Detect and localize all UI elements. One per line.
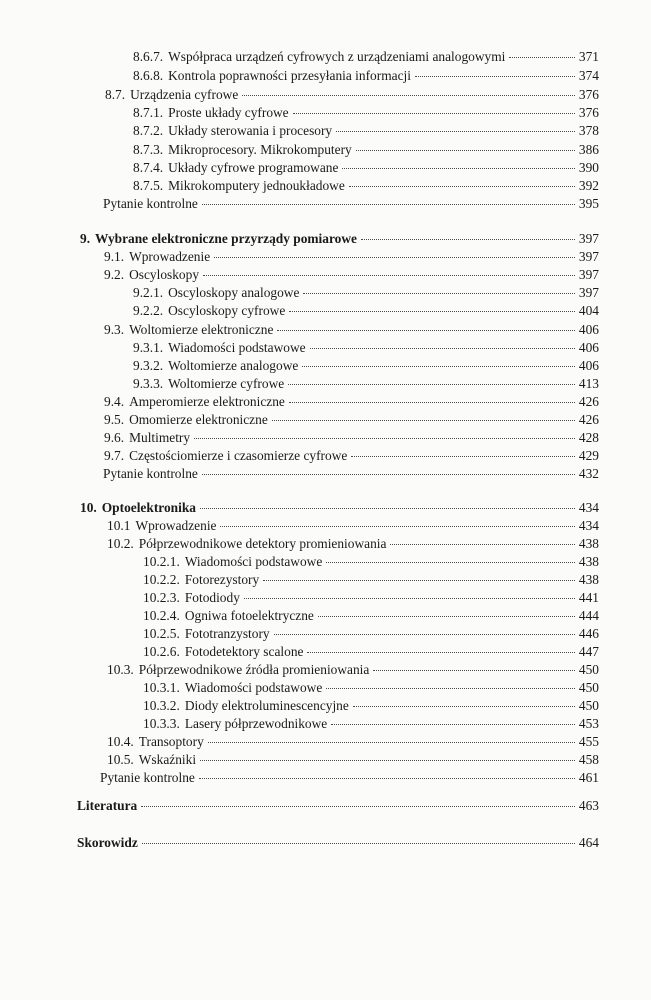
toc-title: Pytanie kontrolne [103, 196, 198, 211]
toc-number: 9.1. [104, 249, 125, 264]
toc-page: 450 [578, 662, 599, 677]
toc-entry-9-2-2 [133, 302, 599, 320]
dot-leader [293, 113, 575, 114]
toc-number: 10.4. [107, 734, 134, 749]
toc-entry-10-3-1 [143, 679, 599, 697]
toc-title: Wiadomości podstawowe [184, 680, 323, 695]
toc-entry-10-4 [107, 733, 599, 751]
toc-title: Wybrane elektroniczne przyrządy pomiarowe [95, 231, 357, 246]
toc-entry-8-6-7 [133, 48, 599, 66]
toc-number: 10. [80, 500, 97, 515]
toc-page: 438 [578, 536, 599, 551]
toc-number: 9.3. [104, 322, 125, 337]
toc-entry-10-2-6 [143, 643, 599, 661]
dot-leader [203, 275, 575, 276]
toc-page: 392 [578, 178, 599, 193]
toc-number: 10.2. [107, 536, 134, 551]
toc-title: Skorowidz [77, 835, 138, 850]
toc-page: 378 [578, 123, 599, 138]
toc-chapter-10 [80, 499, 599, 517]
toc-number: 8.6.7. [133, 49, 164, 64]
toc-entry-10-2-1 [143, 553, 599, 571]
toc-page: 463 [578, 798, 599, 813]
toc-number: 10.3.3. [143, 716, 180, 731]
toc-entry-10-2-5 [143, 625, 599, 643]
dot-leader [141, 806, 575, 807]
toc-number: 8.7.5. [133, 178, 164, 193]
dot-leader [263, 580, 575, 581]
toc-number: 9.2.2. [133, 303, 164, 318]
toc-page: 455 [578, 734, 599, 749]
toc-title: Wiadomości podstawowe [168, 340, 306, 355]
toc-entry-8-7-4 [133, 159, 599, 177]
toc-page: 453 [578, 716, 599, 731]
toc-page: 438 [578, 554, 599, 569]
toc-title: Fotodetektory scalone [184, 644, 304, 659]
dot-leader [202, 204, 575, 205]
toc-number: 8.7.2. [133, 123, 164, 138]
dot-leader [194, 438, 575, 439]
toc-title: Układy cyfrowe programowane [168, 160, 339, 175]
toc-page: 406 [578, 340, 599, 355]
toc-number: 9.2.1. [133, 285, 164, 300]
toc-title: Fototranzystory [184, 626, 270, 641]
toc-entry-10-3 [107, 661, 599, 679]
dot-leader [390, 544, 574, 545]
dot-leader [349, 186, 575, 187]
dot-leader [272, 420, 575, 421]
toc-entry-skorowidz [77, 834, 599, 852]
toc-title: Współpraca urządzeń cyfrowych z urządzeniami analogowymi [168, 49, 506, 64]
toc-number: 10.2.1. [143, 554, 180, 569]
toc-page: 406 [578, 358, 599, 373]
toc-title: Mikrokomputery jednoukładowe [168, 178, 345, 193]
toc-title: Pytanie kontrolne [100, 770, 195, 785]
dot-leader [242, 95, 575, 96]
toc-title: Multimetry [129, 430, 191, 445]
toc-page: 406 [578, 322, 599, 337]
toc-number: 8.7. [105, 87, 126, 102]
toc-number: 9.5. [104, 412, 125, 427]
toc-number: 10.3.2. [143, 698, 180, 713]
toc-page: 446 [578, 626, 599, 641]
toc-number: 9.7. [104, 448, 125, 463]
toc-page: 428 [578, 430, 599, 445]
toc-number: 8.6.8. [133, 68, 164, 83]
toc-title: Pytanie kontrolne [103, 466, 198, 481]
toc-page: 390 [578, 160, 599, 175]
toc-entry-8-7 [105, 86, 599, 104]
toc-entry-10-3-2 [143, 697, 599, 715]
dot-leader [274, 634, 575, 635]
dot-leader [289, 311, 575, 312]
toc-entry-9-4 [104, 393, 599, 411]
toc-number: 8.7.1. [133, 105, 164, 120]
toc-title: Ogniwa fotoelektryczne [184, 608, 314, 623]
toc-page: 426 [578, 412, 599, 427]
toc-title: Oscyloskopy [129, 267, 200, 282]
toc-number: 9.3.2. [133, 358, 164, 373]
dot-leader [326, 562, 575, 563]
toc-page: 444 [578, 608, 599, 623]
dot-leader [307, 652, 574, 653]
toc-number: 10.5. [107, 752, 134, 767]
dot-leader [200, 508, 575, 509]
toc-number: 9.4. [104, 394, 125, 409]
dot-leader [331, 724, 575, 725]
toc-number: 9. [80, 231, 91, 246]
toc-number: 10.2.3. [143, 590, 180, 605]
dot-leader [142, 843, 575, 844]
toc-title: Półprzewodnikowe detektory promieniowania [138, 536, 387, 551]
toc-entry-8-7-2 [133, 122, 599, 140]
toc-page: 434 [578, 500, 599, 515]
toc-entry-9-6 [104, 429, 599, 447]
toc-title: Półprzewodnikowe źródła promieniowania [138, 662, 370, 677]
toc-entry-literatura [77, 797, 599, 815]
toc-page: 426 [578, 394, 599, 409]
toc-page: 386 [578, 142, 599, 157]
toc-title: Literatura [77, 798, 138, 813]
toc-title: Transoptory [138, 734, 204, 749]
toc-entry-8-7-3 [133, 141, 599, 159]
toc-page: 397 [578, 249, 599, 264]
toc-page: 397 [578, 231, 599, 246]
toc-page: 397 [578, 267, 599, 282]
toc-title: Mikroprocesory. Mikrokomputery [168, 142, 352, 157]
toc-title: Lasery półprzewodnikowe [184, 716, 328, 731]
toc-title: Fotodiody [184, 590, 240, 605]
dot-leader [220, 526, 574, 527]
dot-leader [415, 76, 575, 77]
toc-page: 432 [578, 466, 599, 481]
toc-entry-10-2-2 [143, 571, 599, 589]
toc-title: Woltomierze cyfrowe [168, 376, 285, 391]
toc-entry-9-3 [104, 321, 599, 339]
dot-leader [289, 402, 575, 403]
toc-number: 10.2.6. [143, 644, 180, 659]
toc-title: Amperomierze elektroniczne [129, 394, 285, 409]
toc-title: Proste układy cyfrowe [168, 105, 289, 120]
dot-leader [318, 616, 575, 617]
dot-leader [353, 706, 575, 707]
dot-leader [288, 384, 575, 385]
toc-entry-9-5 [104, 411, 599, 429]
toc-title: Omomierze elektroniczne [129, 412, 268, 427]
toc-title: Urządzenia cyfrowe [130, 87, 239, 102]
toc-entry-8-6-8 [133, 67, 599, 85]
dot-leader [202, 474, 575, 475]
toc-number: 10.3. [107, 662, 134, 677]
toc-number: 9.3.3. [133, 376, 164, 391]
toc-title: Wprowadzenie [129, 249, 211, 264]
toc-entry-8-7-1 [133, 104, 599, 122]
dot-leader [336, 131, 575, 132]
dot-leader [303, 293, 574, 294]
dot-leader [302, 366, 575, 367]
toc-title: Oscyloskopy cyfrowe [168, 303, 286, 318]
dot-leader [214, 257, 575, 258]
toc-entry-10-3-3 [143, 715, 599, 733]
toc-page: 376 [578, 87, 599, 102]
dot-leader [373, 670, 575, 671]
toc-page: 461 [578, 770, 599, 785]
toc-page: 458 [578, 752, 599, 767]
toc-number: 10.2.4. [143, 608, 180, 623]
toc-page: 450 [578, 680, 599, 695]
toc-page: 397 [578, 285, 599, 300]
toc-entry-9-2 [104, 266, 599, 284]
dot-leader [244, 598, 575, 599]
dot-leader [326, 688, 575, 689]
toc-entry-10-2-3 [143, 589, 599, 607]
toc-entry-10-2-4 [143, 607, 599, 625]
toc-number: 9.2. [104, 267, 125, 282]
toc-title: Wiadomości podstawowe [184, 554, 323, 569]
dot-leader [200, 760, 575, 761]
toc-number: 9.6. [104, 430, 125, 445]
toc-title: Diody elektroluminescencyjne [184, 698, 349, 713]
toc-entry-questions-10 [100, 769, 599, 787]
toc-chapter-9 [80, 230, 599, 248]
toc-entry-10-1 [107, 517, 599, 535]
toc-number: 8.7.3. [133, 142, 164, 157]
toc-entry-9-1 [104, 248, 599, 266]
toc-title: Kontrola poprawności przesyłania informacji [168, 68, 411, 83]
toc-page: 438 [578, 572, 599, 587]
toc-number: 10.1 [107, 518, 131, 533]
toc-number: 10.3.1. [143, 680, 180, 695]
dot-leader [351, 456, 575, 457]
toc-number: 9.3.1. [133, 340, 164, 355]
toc-entry-9-2-1 [133, 284, 599, 302]
toc-page: 441 [578, 590, 599, 605]
toc-page: 429 [578, 448, 599, 463]
toc-title: Woltomierze elektroniczne [129, 322, 274, 337]
dot-leader [310, 348, 575, 349]
toc-entry-9-7 [104, 447, 599, 465]
toc-page: 450 [578, 698, 599, 713]
dot-leader [342, 168, 574, 169]
dot-leader [277, 330, 575, 331]
toc-page: 413 [578, 376, 599, 391]
toc-page: 376 [578, 105, 599, 120]
toc-title: Wskaźniki [138, 752, 197, 767]
dot-leader [208, 742, 575, 743]
toc-title: Fotorezystory [184, 572, 260, 587]
toc-number: 10.2.5. [143, 626, 180, 641]
toc-title: Wprowadzenie [135, 518, 217, 533]
toc-entry-10-2 [107, 535, 599, 553]
toc-entry-9-3-3 [133, 375, 599, 393]
toc-entry-8-7-5 [133, 177, 599, 195]
toc-entry-questions-8 [103, 195, 599, 213]
toc-title: Woltomierze analogowe [168, 358, 299, 373]
toc-entry-9-3-1 [133, 339, 599, 357]
toc-title: Oscyloskopy analogowe [168, 285, 300, 300]
dot-leader [356, 150, 575, 151]
toc-number: 8.7.4. [133, 160, 164, 175]
toc-title: Częstościomierze i czasomierze cyfrowe [129, 448, 348, 463]
toc-page: 404 [578, 303, 599, 318]
toc-page: 464 [578, 835, 599, 850]
dot-leader [361, 239, 575, 240]
toc-entry-10-5 [107, 751, 599, 769]
toc-page: 447 [578, 644, 599, 659]
dot-leader [199, 778, 575, 779]
dot-leader [509, 57, 575, 58]
toc-title: Układy sterowania i procesory [168, 123, 333, 138]
toc-page: 374 [578, 68, 599, 83]
toc-title: Optoelektronika [101, 500, 196, 515]
toc-page: 434 [578, 518, 599, 533]
toc-entry-9-3-2 [133, 357, 599, 375]
toc-page: 371 [578, 49, 599, 64]
toc-number: 10.2.2. [143, 572, 180, 587]
toc-page: 395 [578, 196, 599, 211]
toc-entry-questions-9 [103, 465, 599, 483]
